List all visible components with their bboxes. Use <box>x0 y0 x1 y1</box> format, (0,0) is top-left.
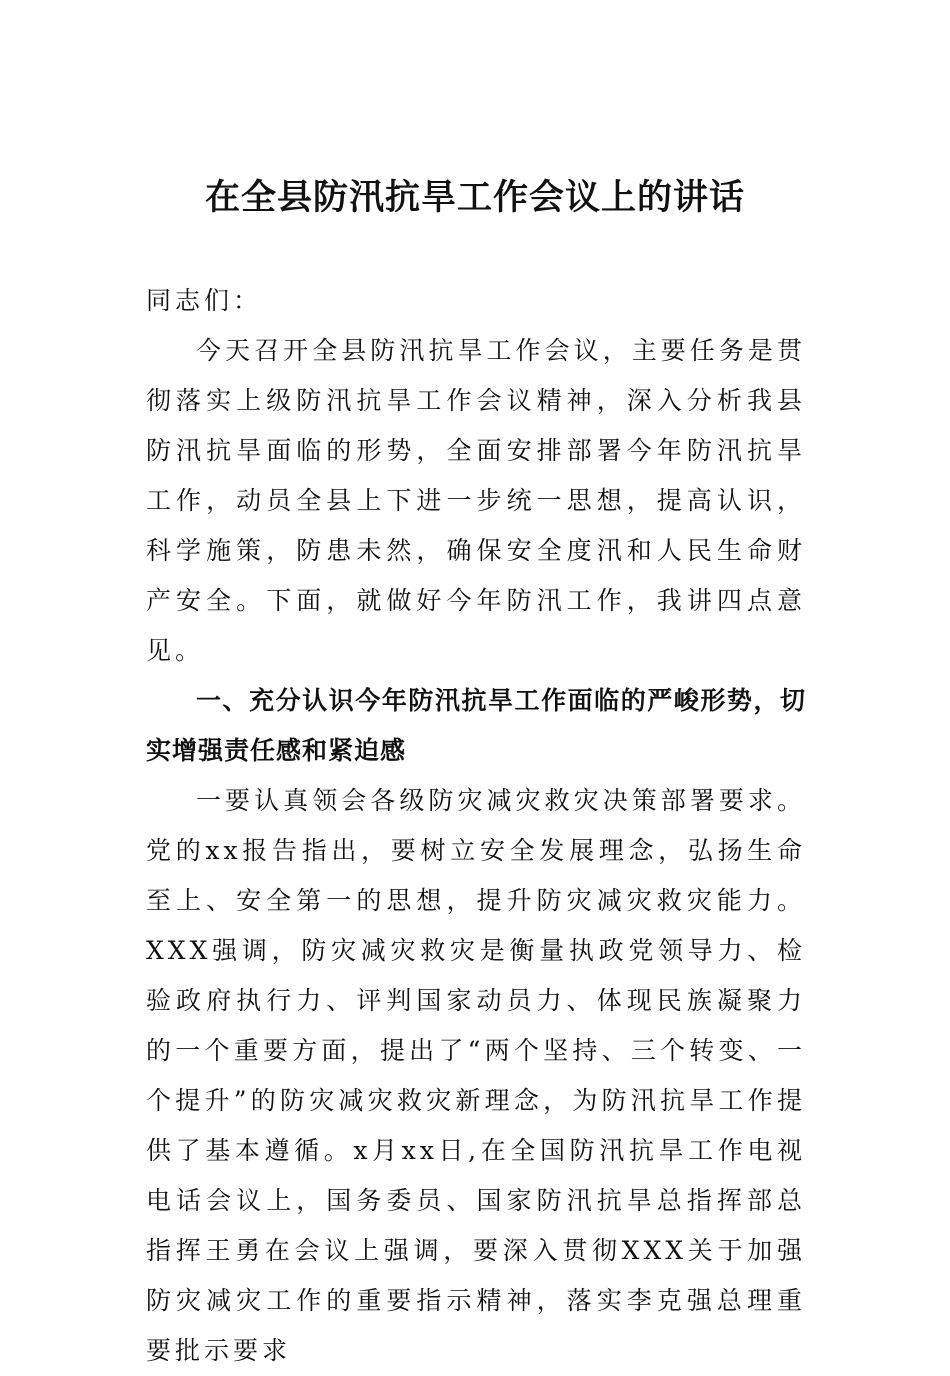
intro-paragraph: 今天召开全县防汛抗旱工作会议，主要任务是贯彻落实上级防汛抗旱工作会议精神，深入分析我县防汛抗旱面临的形势，全面安排部署今年防汛抗旱工作，动员全县上下进一步统一思想，提高认识，科学施策，防患未然，确保安全度汛和人民生命财产安全。下面，就做好今年防汛工作，我讲四点意见。 <box>146 336 806 665</box>
salutation: 同志们： <box>146 286 263 315</box>
document-title: 在全县防汛抗旱工作会议上的讲话 <box>204 177 745 218</box>
section-heading: 一、充分认识今年防汛抗旱工作面临的严峻形势，切实增强责任感和紧迫感 <box>146 686 806 765</box>
document-body <box>146 276 806 1376</box>
section-paragraph: 一要认真领会各级防灾减灾救灾决策部署要求。党的xx报告指出，要树立安全发展理念，弘扬生命至上、安全第一的思想，提升防灾减灾救灾能力。XXX强调，防灾减灾救灾是衡量执政党领导力、检验政府执行力、评判国家动员力、体现民族凝聚力的一个重要方面，提出了“两个坚持、三个转变、一个提升”的防灾减灾救灾新理念，为防汛抗旱工作提供了基本遵循。x月xx日,在全国防汛抗旱工作电视电话会议上，国务委员、国家防汛抗旱总指挥部总指挥王勇在会议上强调，要深入贯彻XXX关于加强防灾减灾工作的重要指示精神，落实李克强总理重要批示要求 <box>146 786 806 1365</box>
